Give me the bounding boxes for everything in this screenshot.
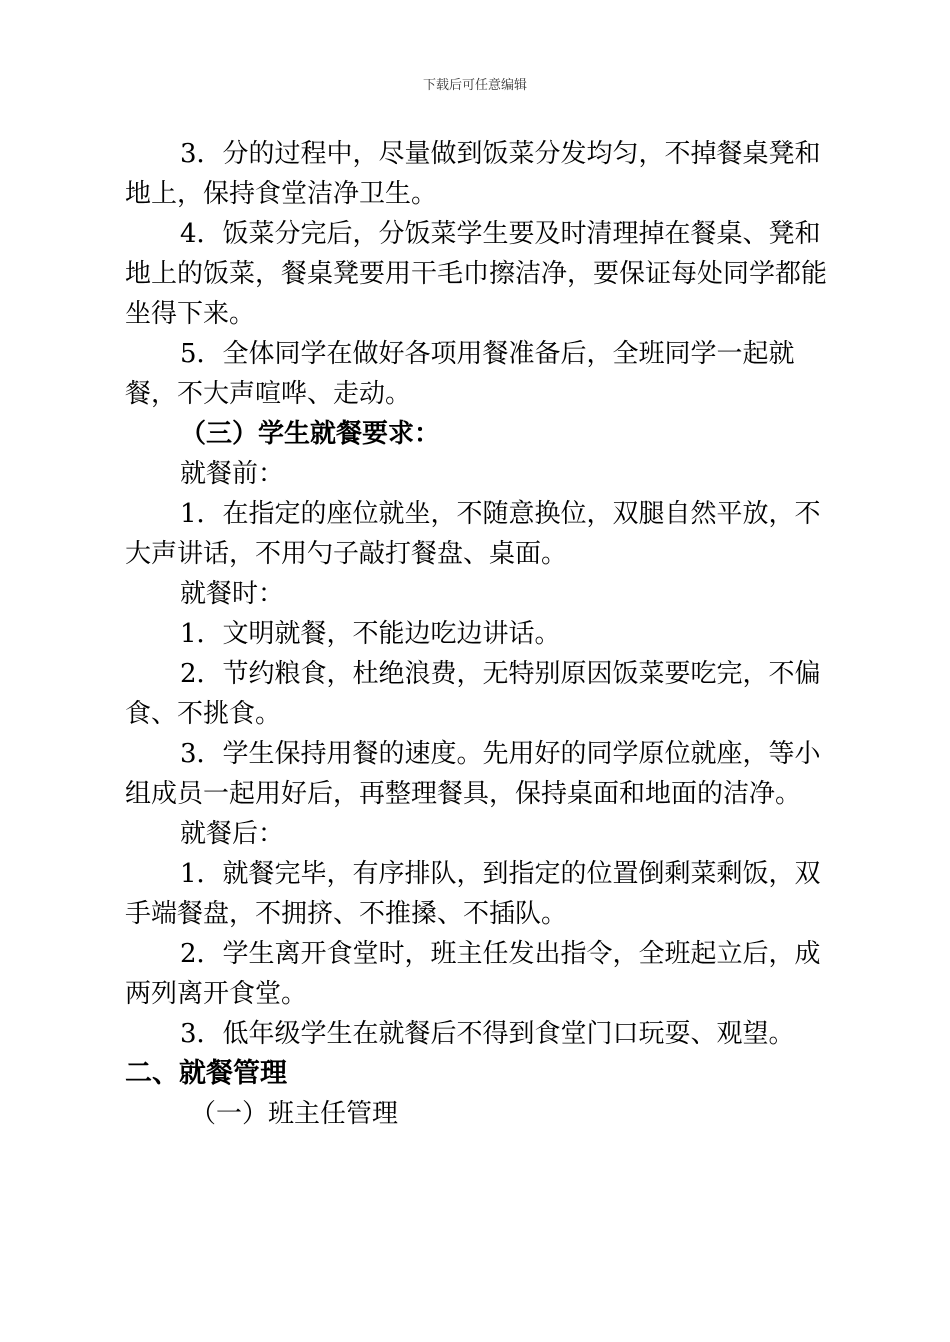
paragraph-during-3: 3．学生保持用餐的速度。先用好的同学原位就座，等小组成员一起用好后，再整理餐具，保持桌面和地面的洁净。 <box>125 739 821 809</box>
subsection-heading-homeroom-teacher: （一）班主任管理 <box>190 1099 399 1129</box>
subheading-before-meal: 就餐前： <box>180 459 285 489</box>
paragraph-serving-4: 4．饭菜分完后，分饭菜学生要及时清理掉在餐桌、凳和地上的饭菜，餐桌凳要用干毛巾擦洁净，要保证每处同学都能坐得下来。 <box>125 219 828 329</box>
section-heading-dining-management: 二、就餐管理 <box>125 1058 287 1089</box>
paragraph-after-2: 2．学生离开食堂时，班主任发出指令，全班起立后，成两列离开食堂。 <box>125 939 821 1009</box>
paragraph-during-1: 1．文明就餐，不能边吃边讲话。 <box>180 619 561 649</box>
section-heading-dining-requirements: （三）学生就餐要求： <box>180 419 441 449</box>
paragraph-after-3: 3．低年级学生在就餐后不得到食堂门口玩耍、观望。 <box>180 1019 795 1049</box>
subheading-during-meal: 就餐时： <box>180 579 285 609</box>
paragraph-before-1: 1．在指定的座位就坐，不随意换位，双腿自然平放，不大声讲话，不用勺子敲打餐盘、桌面。 <box>125 499 821 569</box>
subheading-after-meal: 就餐后： <box>180 819 285 849</box>
paragraph-during-2: 2．节约粮食，杜绝浪费，无特别原因饭菜要吃完，不偏食、不挑食。 <box>125 659 821 729</box>
paragraph-after-1: 1．就餐完毕，有序排队，到指定的位置倒剩菜剩饭，双手端餐盘，不拥挤、不推搡、不插队。 <box>125 859 821 929</box>
document-body <box>125 134 830 1134</box>
page-header: 下载后可任意编辑 <box>422 78 527 93</box>
paragraph-serving-3: 3．分的过程中，尽量做到饭菜分发均匀，不掉餐桌凳和地上，保持食堂洁净卫生。 <box>125 139 821 209</box>
paragraph-serving-5: 5．全体同学在做好各项用餐准备后，全班同学一起就餐，不大声喧哗、走动。 <box>125 339 795 409</box>
